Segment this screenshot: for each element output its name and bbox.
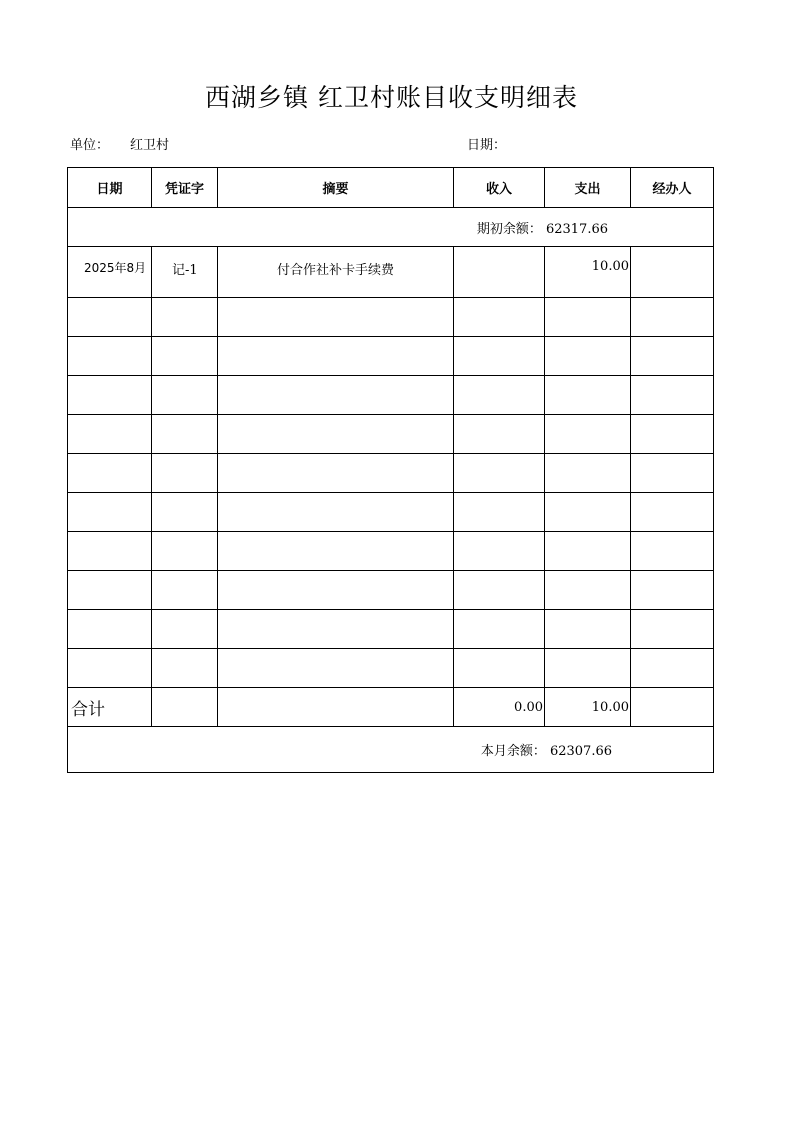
row-voucher: 记-1 [152, 247, 218, 298]
empty-cell [152, 532, 218, 571]
empty-cell [545, 532, 631, 571]
empty-cell [631, 493, 714, 532]
empty-cell [218, 610, 454, 649]
empty-cell [218, 415, 454, 454]
empty-cell [152, 571, 218, 610]
table-row [68, 247, 714, 298]
total-label: 合计 [68, 688, 152, 727]
empty-cell [68, 298, 152, 337]
unit-value: 红卫村 [130, 138, 170, 153]
row-expense: 10.00 [545, 247, 631, 298]
total-summary [218, 688, 454, 727]
empty-cell [152, 415, 218, 454]
empty-cell [631, 415, 714, 454]
empty-row [68, 571, 714, 610]
empty-cell [152, 610, 218, 649]
total-expense: 10.00 [545, 688, 631, 727]
row-income [454, 247, 545, 298]
empty-cell [454, 376, 545, 415]
closing-balance-row [68, 727, 714, 773]
empty-cell [68, 649, 152, 688]
empty-cell [152, 376, 218, 415]
empty-cell [218, 376, 454, 415]
total-voucher [152, 688, 218, 727]
empty-cell [152, 298, 218, 337]
empty-cell [218, 454, 454, 493]
empty-cell [545, 454, 631, 493]
empty-cell [152, 649, 218, 688]
empty-row [68, 298, 714, 337]
empty-cell [218, 571, 454, 610]
empty-cell [454, 298, 545, 337]
empty-cell [454, 454, 545, 493]
header-date: 日期 [68, 168, 152, 208]
empty-row [68, 337, 714, 376]
empty-cell [631, 337, 714, 376]
empty-cell [68, 532, 152, 571]
ledger-table [67, 167, 714, 773]
empty-row [68, 649, 714, 688]
header-income: 收入 [454, 168, 545, 208]
empty-cell [152, 454, 218, 493]
empty-row [68, 454, 714, 493]
unit-label: 单位： [70, 138, 110, 153]
empty-cell [545, 298, 631, 337]
empty-cell [545, 415, 631, 454]
closing-balance: 本月余额： 62307.66 [68, 727, 714, 773]
empty-cell [454, 415, 545, 454]
empty-cell [68, 454, 152, 493]
header-handler: 经办人 [631, 168, 714, 208]
empty-cell [454, 337, 545, 376]
empty-cell [545, 337, 631, 376]
empty-cell [68, 376, 152, 415]
empty-cell [454, 649, 545, 688]
empty-cell [68, 610, 152, 649]
empty-cell [218, 493, 454, 532]
empty-cell [631, 610, 714, 649]
empty-cell [545, 610, 631, 649]
opening-balance-row [68, 208, 714, 247]
opening-balance: 期初余额： 62317.66 [68, 208, 714, 247]
empty-cell [454, 493, 545, 532]
empty-cell [631, 649, 714, 688]
header-summary: 摘要 [218, 168, 454, 208]
header-row [68, 168, 714, 208]
empty-row [68, 376, 714, 415]
empty-cell [631, 571, 714, 610]
empty-cell [631, 298, 714, 337]
empty-cell [218, 298, 454, 337]
row-summary: 付合作社补卡手续费 [218, 247, 454, 298]
header-voucher: 凭证字 [152, 168, 218, 208]
empty-row [68, 532, 714, 571]
empty-cell [454, 571, 545, 610]
empty-cell [152, 337, 218, 376]
empty-cell [631, 532, 714, 571]
empty-cell [454, 610, 545, 649]
empty-cell [545, 493, 631, 532]
empty-cell [545, 571, 631, 610]
empty-cell [68, 571, 152, 610]
empty-cell [454, 532, 545, 571]
empty-cell [218, 649, 454, 688]
empty-cell [218, 337, 454, 376]
empty-row [68, 610, 714, 649]
empty-cell [545, 376, 631, 415]
empty-cell [631, 454, 714, 493]
empty-cell [218, 532, 454, 571]
total-handler [631, 688, 714, 727]
empty-cell [152, 493, 218, 532]
empty-cell [631, 376, 714, 415]
empty-row [68, 415, 714, 454]
empty-cell [545, 649, 631, 688]
empty-cell [68, 493, 152, 532]
empty-cell [68, 415, 152, 454]
date-label: 日期： [467, 138, 507, 153]
empty-cell [68, 337, 152, 376]
empty-row [68, 493, 714, 532]
total-row [68, 688, 714, 727]
row-date: 2025年8月 [68, 247, 152, 298]
total-income: 0.00 [454, 688, 545, 727]
row-handler [631, 247, 714, 298]
header-expense: 支出 [545, 168, 631, 208]
page-title: 西湖乡镇 红卫村账目收支明细表 [205, 83, 578, 112]
